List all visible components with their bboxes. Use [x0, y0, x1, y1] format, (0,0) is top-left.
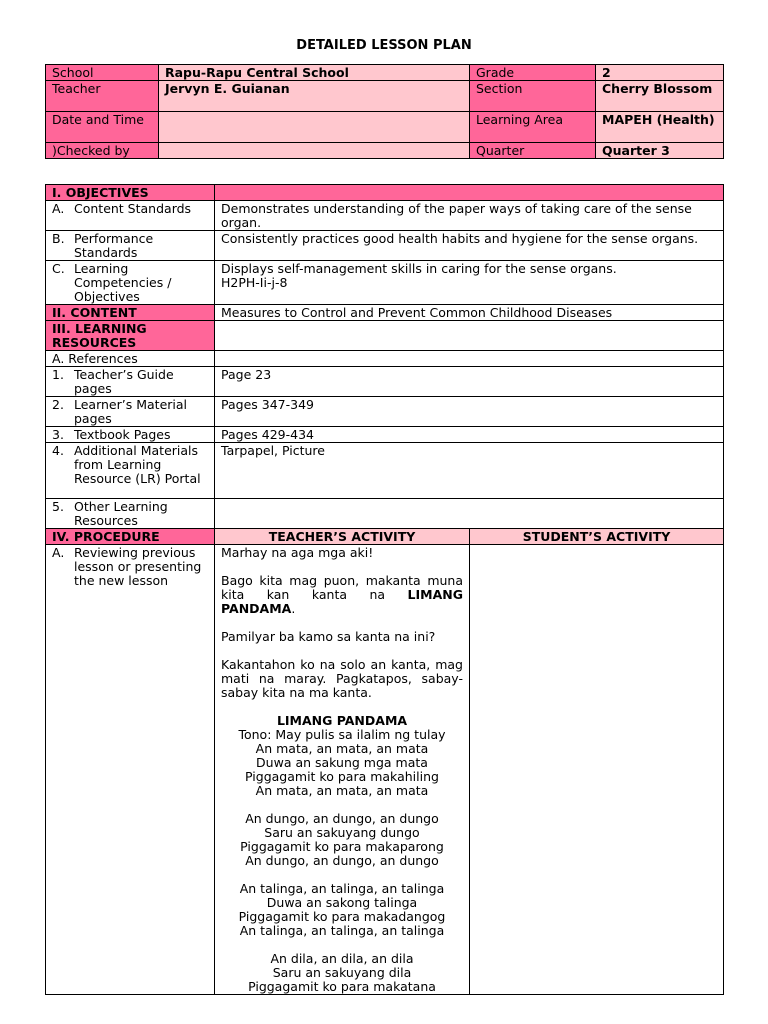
- teacher-activity-cell: [215, 545, 470, 995]
- song-line: Piggagamit ko para makadangog: [238, 909, 446, 924]
- quarter-value: Quarter 3: [596, 143, 724, 159]
- item-label: Learning Competencies / Objectives: [74, 261, 172, 304]
- greeting: Marhay na aga mga aki!: [221, 545, 374, 560]
- school-label: School: [46, 65, 159, 81]
- resources-header-value: [215, 321, 724, 351]
- item-number: 5.: [52, 499, 64, 514]
- item-label: Textbook Pages: [74, 427, 171, 442]
- song-line: An talinga, an talinga, an talinga: [239, 881, 445, 896]
- performance-standards-label: [46, 231, 215, 261]
- song-line: An dila, an dila, an dila: [270, 951, 414, 966]
- item-number: A.: [52, 201, 65, 216]
- intro-period: .: [291, 601, 296, 616]
- item-label: Performance Standards: [74, 231, 154, 260]
- item-label: Teacher’s Guide pages: [74, 367, 174, 396]
- intro-song-name: LIMANG PANDAMA: [221, 587, 463, 616]
- song-line: An mata, an mata, an mata: [255, 783, 429, 798]
- teachers-guide-value: Page 23: [215, 367, 724, 397]
- area-label: Learning Area: [470, 112, 596, 143]
- item-number: 1.: [52, 367, 64, 382]
- references-label: A. References: [46, 351, 215, 367]
- textbook-pages-value: Pages 429-434: [215, 427, 724, 443]
- song-line: Saru an sakuyang dungo: [264, 825, 420, 840]
- song-line: Saru an sakuyang dila: [272, 965, 412, 980]
- school-value: Rapu-Rapu Central School: [159, 65, 470, 81]
- song-title: LIMANG PANDAMA: [276, 713, 408, 728]
- song-line: Duwa an sakong talinga: [266, 895, 418, 910]
- resources-header: III. LEARNING RESOURCES: [46, 321, 215, 351]
- item-label: Other Learning Resources: [74, 499, 168, 528]
- item-number: 4.: [52, 443, 64, 458]
- datetime-value: [159, 112, 470, 143]
- procedure-header: IV. PROCEDURE: [46, 529, 215, 545]
- intro-text: Bago kita mag puon, makanta muna kita kan kanta na: [221, 573, 463, 602]
- question: Pamilyar ba kamo sa kanta na ini?: [221, 629, 436, 644]
- competencies-value: [215, 261, 724, 305]
- content-value: Measures to Control and Prevent Common Childhood Diseases: [215, 305, 724, 321]
- teacher-activity-header: TEACHER’S ACTIVITY: [215, 529, 470, 545]
- area-value: MAPEH (Health): [596, 112, 724, 143]
- textbook-pages-label: [46, 427, 215, 443]
- item-label: Reviewing previous lesson or presenting the new lesson: [74, 545, 202, 588]
- competency-code: H2PH-Ii-j-8: [221, 275, 288, 290]
- song-line: An mata, an mata, an mata: [255, 741, 429, 756]
- competencies-label: [46, 261, 215, 305]
- datetime-label: Date and Time: [46, 112, 159, 143]
- additional-materials-value: Tarpapel, Picture: [215, 443, 724, 499]
- info-table: [45, 64, 724, 159]
- item-number: B.: [52, 231, 65, 246]
- teacher-value: Jervyn E. Guianan: [159, 81, 470, 112]
- instruction: Kakantahon ko na solo an kanta, mag mati na maray. Pagkatapos, sabay-sabay kita na ma kanta.: [221, 657, 463, 700]
- song-line: Piggagamit ko para makaparong: [240, 839, 444, 854]
- teacher-label: Teacher: [46, 81, 159, 112]
- student-activity-header: STUDENT’S ACTIVITY: [470, 529, 724, 545]
- other-resources-value: [215, 499, 724, 529]
- objectives-header-fill: [215, 185, 724, 201]
- content-standards-value: Demonstrates understanding of the paper ways of taking care of the sense organ.: [215, 201, 724, 231]
- song-line: Piggagamit ko para makatana: [248, 979, 436, 994]
- item-label: Content Standards: [74, 201, 192, 216]
- intro-paragraph: [221, 574, 463, 616]
- student-activity-cell: [470, 545, 724, 995]
- item-label: Additional Materials from Learning Resource (LR) Portal: [74, 443, 201, 486]
- other-resources-label: [46, 499, 215, 529]
- reviewing-label: [46, 545, 215, 995]
- content-standards-label: [46, 201, 215, 231]
- song-tono: Tono: May pulis sa ilalim ng tulay: [238, 727, 446, 742]
- page-title: DETAILED LESSON PLAN: [296, 38, 472, 53]
- grade-value: 2: [596, 65, 724, 81]
- competency-text: Displays self-management skills in caring for the sense organs.: [221, 261, 617, 276]
- learners-material-value: Pages 347-349: [215, 397, 724, 427]
- content-header: II. CONTENT: [46, 305, 215, 321]
- song-line: An talinga, an talinga, an talinga: [239, 923, 445, 938]
- performance-standards-value: Consistently practices good health habits and hygiene for the sense organs.: [215, 231, 724, 261]
- song-line: An dungo, an dungo, an dungo: [245, 853, 439, 868]
- checked-label: )Checked by: [46, 143, 159, 159]
- checked-value: [159, 143, 470, 159]
- teachers-guide-label: [46, 367, 215, 397]
- item-label: Learner’s Material pages: [74, 397, 188, 426]
- lesson-plan-table: [45, 184, 724, 995]
- item-number: 2.: [52, 397, 64, 412]
- item-number: C.: [52, 261, 65, 276]
- song-line: An dungo, an dungo, an dungo: [245, 811, 439, 826]
- item-number: A.: [52, 545, 65, 560]
- section-value: Cherry Blossom: [596, 81, 724, 112]
- additional-materials-label: [46, 443, 215, 499]
- learners-material-label: [46, 397, 215, 427]
- item-number: 3.: [52, 427, 64, 442]
- grade-label: Grade: [470, 65, 596, 81]
- song-line: Duwa an sakung mga mata: [256, 755, 428, 770]
- references-value: [215, 351, 724, 367]
- quarter-label: Quarter: [470, 143, 596, 159]
- section-label: Section: [470, 81, 596, 112]
- song-line: Piggagamit ko para makahiling: [245, 769, 439, 784]
- objectives-header: I. OBJECTIVES: [46, 185, 215, 201]
